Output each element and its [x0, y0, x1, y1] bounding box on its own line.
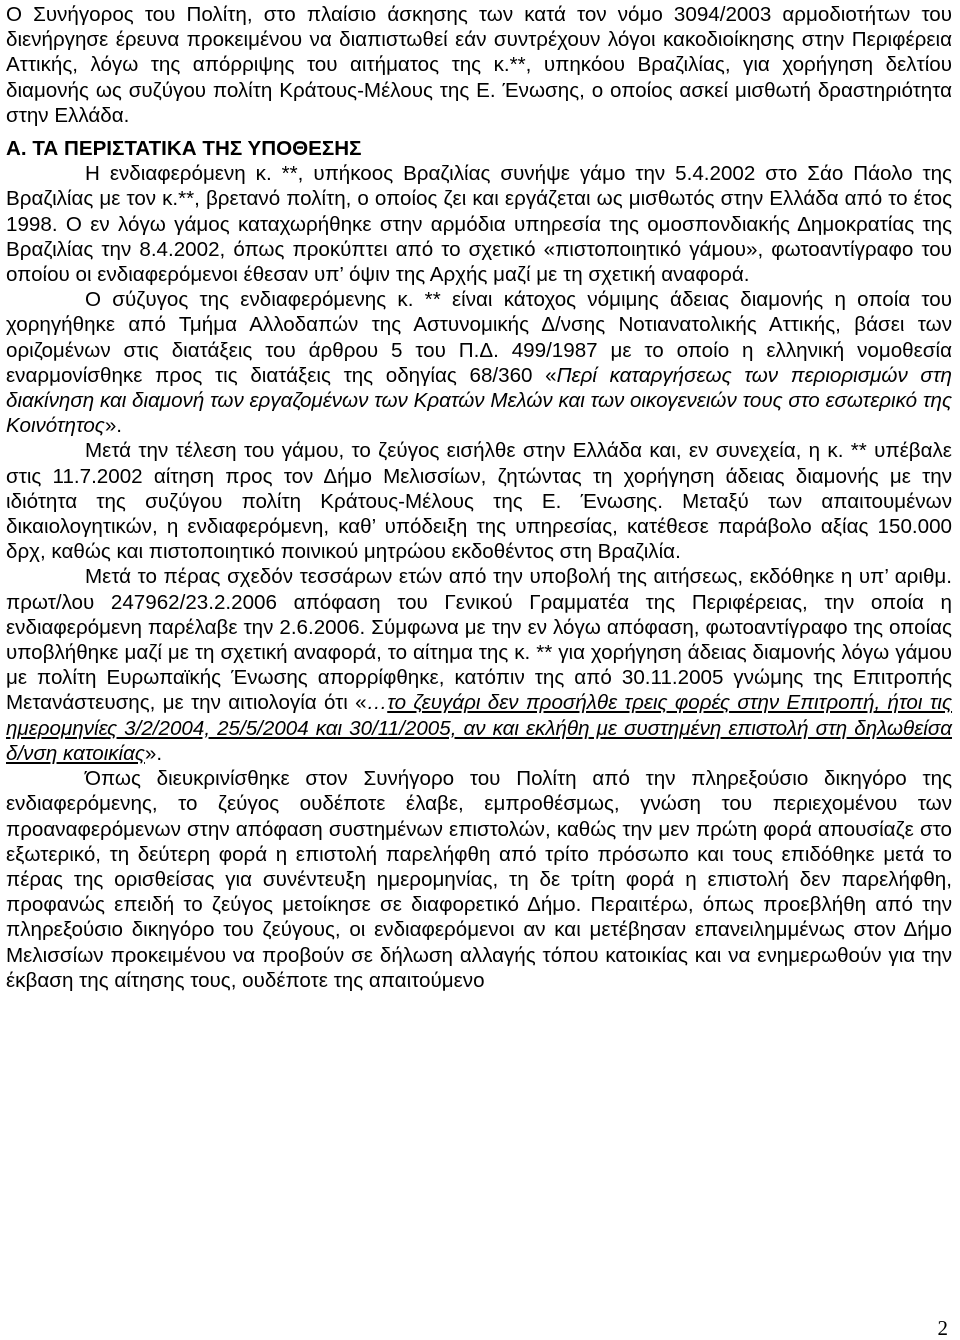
decision-closing: ». — [144, 741, 163, 765]
paragraph-entry-application: Μετά την τέλεση του γάμου, το ζεύγος εισήλθε στην Ελλάδα και, εν συνεχεία, η κ. ** υπέβαλε στις 11.7.2002 αίτηση προς τον Δήμο Μελισσίων, ζητώντας τη χορήγηση άδειας διαμονής με την ιδιότητα της συζύγου πολίτη Κράτους-Μέλους της Ε. Ένωσης. Μεταξύ των απαιτουμένων δικαιολογητικών, η ενδιαφερόμενη, καθ’ υπόδειξη της υπηρεσίας, κατέθεσε παράβολο αξίας 150.000 δρχ, καθώς και πιστοποιητικό ποινικού μητρώου εκδοθέντος στη Βραζιλία. — [6, 439, 952, 564]
paragraph-rejection-decision — [6, 564, 952, 766]
decision-text: Μετά το πέρας σχεδόν τεσσάρων ετών από την υποβολή της αιτήσεως, εκδόθηκε η υπ’ αριθμ. πρωτ/λου 247962/23.2.2006 απόφαση του Γενικού Γραμματέα της Περιφέρειας, την οποία η ενδιαφερόμενη παρέλαβε την 2.6.2006. Σύμφωνα με την εν λόγω απόφαση, φωτοαντίγραφο της οποίας υποβλήθηκε μαζί με τη σχετική αναφορά, το αίτημα της κ. ** για χορήγηση άδειας διαμονής λόγω γάμου με πολίτη Ευρωπαϊκής Ένωσης απορρίφθηκε, κατόπιν της από 30.11.2005 γνώμης της Επιτροπής Μετανάστευσης, με την αιτιολογία ότι « — [6, 565, 952, 715]
spouse-closing: ». — [104, 414, 123, 438]
committee-quote: το ζευγάρι δεν προσήλθε τρεις φορές στην Επιτροπή, ήτοι τις ημερομηνίες 3/2/2004, 25/5/2004 και 30/11/2005, αν και εκλήθη με συστημένη επιστολή στη δηλωθείσα δ/νση κατοικίας — [6, 691, 953, 765]
decision-ellipsis: … — [366, 691, 388, 715]
intro-paragraph: Ο Συνήγορος του Πολίτη, στο πλαίσιο άσκησης των κατά τον νόμο 3094/2003 αρμοδιοτήτων του διενήργησε έρευνα προκειμένου να διαπιστωθεί εάν συντρέχουν λόγοι κακοδιοίκησης στην Περιφέρεια Αττικής, λόγω της απόρριψης του αιτήματος της κ.**, υπηκόου Βραζιλίας, για χορήγηση δελτίου διαμονής ως συζύγου πολίτη Κράτους-Μέλους της Ε. Ένωσης, ο οποίος ασκεί μισθωτή δραστηριότητα στην Ελλάδα. — [6, 3, 952, 127]
document-page — [6, 0, 952, 993]
page-number: 2 — [937, 1316, 948, 1340]
section-heading: Α. ΤΑ ΠΕΡΙΣΤΑΤΙΚΑ ΤΗΣ ΥΠΟΘΕΣΗΣ — [6, 137, 362, 161]
paragraph-marriage: Η ενδιαφερόμενη κ. **, υπήκοος Βραζιλίας συνήψε γάμο την 5.4.2002 στο Σάο Πάολο της Βραζιλίας με τον κ.**, βρετανό πολίτη, ο οποίος ζει και εργάζεται ως μισθωτός στην Ελλάδα από το έτος 1998. Ο εν λόγω γάμος καταχωρήθηκε στην αρμόδια υπηρεσία της ομοσπονδιακής Δημοκρατίας της Βραζιλίας την 8.4.2002, όπως προκύπτει από το σχετικό «πιστοποιητικό γάμου», φωτοαντίγραφο του οποίου οι ενδιαφερόμενοι έθεσαν υπ’ όψιν της Αρχής μαζί με τη σχετική αναφορά. — [6, 162, 952, 287]
spouse-text: Ο σύζυγος της ενδιαφερόμενης κ. ** είναι κάτοχος νόμιμης άδειας διαμονής η οποία του χορηγήθηκε από Τμήμα Αλλοδαπών της Αστυνομικής Δ/νσης Νοτιανατολικής Αττικής, βάσει των οριζομένων στις διατάξεις του άρθρου 5 του Π.Δ. 499/1987 με το οποίο η ελληνική νομοθεσία εναρμονίσθηκε προς τις διατάξεις της οδηγίας 68/360 « — [6, 288, 952, 387]
paragraph-clarification: Όπως διευκρινίσθηκε στον Συνήγορο του Πολίτη από την πληρεξούσιο δικηγόρο της ενδιαφερόμενης, το ζεύγος ουδέποτε έλαβε, εμπροθέσμως, γνώση του περιεχομένου των προαναφερόμενων στην απόφαση συστημένων επιστολών, καθώς την μεν πρώτη φορά απουσίαζε στο εξωτερικό, τη δεύτερη φορά η επιστολή παρελήφθη από τρίτο πρόσωπο και τους επιδόθηκε μετά το πέρας της ορισθείσας για συνέντευξη ημερομηνίας, τη δε τρίτη φορά η επιστολή δεν παρελήφθη, προφανώς επειδή το ζεύγος μετοίκησε σε διαφορετικό Δήμο. Περαιτέρω, όπως προεβλήθη από την πληρεξούσιο δικηγόρο του ζεύγους, οι ενδιαφερόμενοι αν και μετέβησαν επανειλημμένως στον Δήμο Μελισσίων προκειμένου να προβούν σε δήλωση αλλαγής τόπου κατοικίας και να ενημερωθούν για την έκβαση της αίτησης τους, ουδέποτε της απαιτούμενο — [6, 767, 952, 992]
paragraph-spouse-residence — [6, 287, 952, 438]
directive-title: Περί καταργήσεως των περιορισμών στη διακίνηση και διαμονή των εργαζομένων των Κρατών Μελών και των οικογενειών τους στο εσωτερικό της Κοινότητος — [6, 363, 952, 438]
